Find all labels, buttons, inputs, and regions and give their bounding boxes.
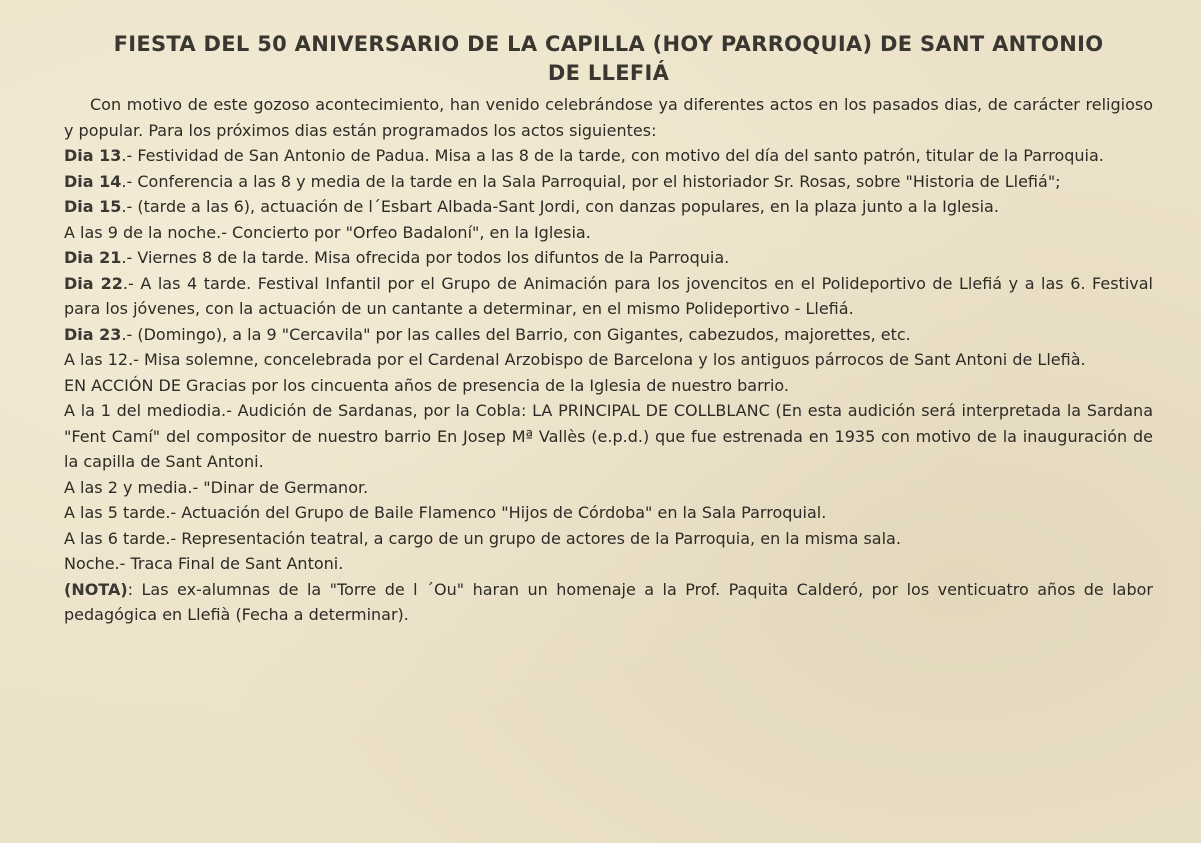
entry-concierto: [64, 220, 1153, 246]
entry-text: A las 2 y media.- "Dinar de Germanor.: [64, 477, 369, 497]
title-line-2: DE LLEFIÁ: [547, 61, 670, 85]
article-title: [64, 30, 1153, 88]
entry-text: A la 1 del mediodia.- Audición de Sardanas, por la Cobla: LA PRINCIPAL DE COLLBLANC (En esta audición será interpretada la Sardana "Fent Camí" del compositor de nuestro barrio En Josep Mª Vallès (e.p.d.) que fue estrenada en 1935 con motivo de la inauguración de la capilla de Sant Antoni.: [64, 401, 1153, 471]
entry-text: EN ACCIÓN DE Gracias por los cincuenta años de presencia de la Iglesia de nuestro barrio.: [64, 375, 790, 395]
entry-text: A las 6 tarde.- Representación teatral, a cargo de un grupo de actores de la Parroquia, en la misma sala.: [64, 528, 901, 548]
entry-nota: [64, 577, 1153, 628]
entry-dia-22: [64, 271, 1153, 322]
entry-label: Dia 13: [64, 146, 122, 165]
entry-dia-13: [64, 143, 1153, 169]
entry-misa-solemne: [64, 347, 1153, 373]
entry-label: Dia 23: [64, 324, 122, 344]
entry-text: .- (Domingo), a la 9 "Cercavila" por las calles del Barrio, con Gigantes, cabezudos, majorettes, etc.: [121, 324, 911, 344]
title-line-1: FIESTA DEL 50 ANIVERSARIO DE LA CAPILLA (HOY PARROQUIA) DE SANT ANTONIO: [113, 32, 1104, 56]
entry-text: Noche.- Traca Final de Sant Antoni.: [64, 554, 344, 573]
entry-dia-23: [64, 322, 1153, 348]
entry-traca: [64, 551, 1153, 577]
entry-flamenco: [64, 500, 1153, 526]
entry-label: Dia 14: [64, 171, 122, 191]
entry-label: Dia 22: [64, 273, 123, 293]
entry-sardanas: [64, 398, 1153, 475]
article-body: [64, 92, 1153, 628]
entry-dia-14: [64, 169, 1153, 195]
entry-text: .- (tarde a las 6), actuación de l´Esbart Albada-Sant Jordi, con danzas populares, en la plaza junto a la Iglesia.: [121, 197, 999, 216]
entry-text: A las 12.- Misa solemne, concelebrada por el Cardenal Arzobispo de Barcelona y los antiguos párrocos de Sant Antoni de Llefià.: [64, 350, 1086, 369]
entry-text: .- Viernes 8 de la tarde. Misa ofrecida por todos los difuntos de la Parroquia.: [121, 248, 730, 267]
entry-text: .- A las 4 tarde. Festival Infantil por el Grupo de Animación para los jovencitos en el Polideportivo de Llefiá y a las 6. Festival para los jóvenes, con la actuación de un cantante a determinar, en el mismo Polideportivo - Llefiá.: [64, 273, 1153, 318]
entry-text: A las 9 de la noche.- Concierto por "Orfeo Badaloní", en la Iglesia.: [64, 222, 591, 242]
entry-dinar: [64, 475, 1153, 501]
entry-label: Dia 21: [64, 248, 122, 267]
entry-dia-15: [64, 194, 1153, 220]
entry-label: Dia 15: [64, 197, 122, 216]
intro-paragraph: Con motivo de este gozoso acontecimiento, han venido celebrándose ya diferentes actos en los pasados dias, de carácter religioso y popular. Para los próximos dias están programados los actos siguientes:: [64, 95, 1153, 140]
entry-text: .- Conferencia a las 8 y media de la tarde en la Sala Parroquial, por el historiador Sr. Rosas, sobre "Historia de Llefiá";: [121, 171, 1061, 191]
entry-accion-gracias: [64, 373, 1153, 399]
entry-text: A las 5 tarde.- Actuación del Grupo de Baile Flamenco "Hijos de Córdoba" en la Sala Parroquial.: [64, 503, 827, 522]
entry-teatro: [64, 526, 1153, 552]
entry-text: .- Festividad de San Antonio de Padua. Misa a las 8 de la tarde, con motivo del día del santo patrón, titular de la Parroquia.: [121, 146, 1104, 165]
entry-dia-21: [64, 245, 1153, 271]
entry-label: (NOTA): [64, 579, 128, 599]
entry-text: : Las ex-alumnas de la "Torre de l ´Ou" haran un homenaje a la Prof. Paquita Calderó, por los venticuatro años de labor pedagógica en Llefià (Fecha a determinar).: [64, 579, 1153, 624]
